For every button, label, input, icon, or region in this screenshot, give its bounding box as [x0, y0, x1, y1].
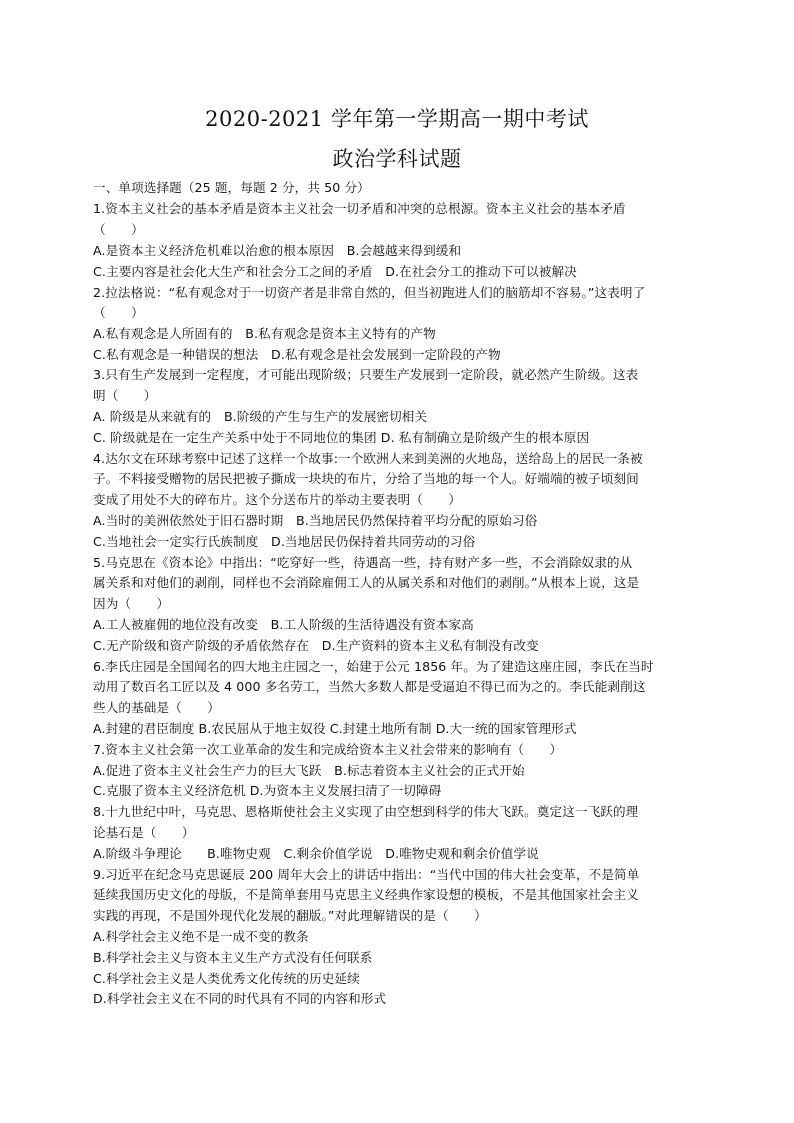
text-line: 明（ ）: [93, 388, 157, 403]
text-line: 子。不料接受赠物的居民把被子撕成一块块的布片，分给了当地的每一个人。好端端的被子顷刻间: [93, 471, 639, 486]
text-line: 5.马克思在《资本论》中指出：“吃穿好一些，待遇高一些，持有财产多一些，不会消除奴隶的从: [93, 555, 633, 570]
text-line: C.当地社会一定实行氏族制度 D.当地居民仍保持着共同劳动的习俗: [93, 534, 476, 549]
section-heading: 一、单项选择题（25 题，每题 2 分，共 50 分）: [93, 180, 370, 195]
text-line: 延续我国历史文化的母版，不是简单套用马克思主义经典作家设想的模板，不是其他国家社会主义: [93, 887, 639, 902]
text-line: （ ）: [93, 222, 144, 237]
text-line: C.科学社会主义是人类优秀文化传统的历史延续: [93, 971, 360, 986]
text-line: 1.资本主义社会的基本矛盾是资本主义社会一切矛盾和冲突的总根源。资本主义社会的基本矛盾: [93, 201, 626, 216]
text-line: 实践的再现，不是国外现代化发展的翻版。”对此理解错误的是（ ）: [93, 908, 487, 923]
text-line: 因为（ ）: [93, 596, 170, 611]
text-line: D.科学社会主义在不同的时代具有不同的内容和形式: [93, 991, 387, 1006]
exam-subject: 政治学科试题: [332, 147, 462, 171]
text-line: A.当时的美洲依然处于旧石器时期 B.当地居民仍然保持着平均分配的原始习俗: [93, 513, 538, 528]
text-line: 些人的基础是（ ）: [93, 700, 220, 715]
text-line: A.科学社会主义绝不是一成不变的教条: [93, 929, 309, 944]
text-line: 动用了数百名工匠以及 4 000 多名劳工，当然大多数人都是受逼迫不得已而为之的。李氏能剥削这: [93, 679, 646, 694]
text-line: C.主要内容是社会化大生产和社会分工之间的矛盾 D.在社会分工的推动下可以被解决: [93, 264, 577, 279]
text-line: C.无产阶级和资产阶级的矛盾依然存在 D.生产资料的资本主义私有制没有改变: [93, 638, 539, 653]
text-line: 8.十九世纪中叶，马克思、恩格斯使社会主义实现了由空想到科学的伟大飞跃。奠定这一飞跃的理: [93, 804, 639, 819]
text-line: C.克服了资本主义经济危机 D.为资本主义发展扫清了一切障碍: [93, 783, 442, 798]
text-line: 9.习近平在纪念马克思诞辰 200 周年大会上的讲话中指出：“当代中国的伟大社会变革，不是简单: [93, 867, 640, 882]
text-line: 7.资本主义社会第一次工业革命的发生和完成给资本主义社会带来的影响有（ ）: [93, 742, 563, 757]
text-line: A. 阶级是从来就有的 B.阶级的产生与生产的发展密切相关: [93, 409, 428, 424]
text-line: 3.只有生产发展到一定程度，才可能出现阶级；只要生产发展到一定阶段，就必然产生阶级。这表: [93, 367, 639, 382]
text-line: 变成了用处不大的碎布片。这个分送布片的举动主要表明（ ）: [93, 492, 462, 507]
text-line: A.工人被雇佣的地位没有改变 B.工人阶级的生活待遇没有资本家高: [93, 617, 474, 632]
text-line: B.科学社会主义与资本主义生产方式没有任何联系: [93, 950, 373, 965]
text-line: 4.达尔文在环球考察中记述了这样一个故事:一个欧洲人来到美洲的火地岛，送给岛上的居民一条被: [93, 451, 643, 466]
text-line: 6.李氏庄园是全国闻名的四大地主庄园之一，始建于公元 1856 年。为了建造这座庄园，李氏在当时: [93, 659, 654, 674]
text-line: 论基石是（ ）: [93, 825, 195, 840]
text-line: A.是资本主义经济危机难以治愈的根本原因 B.会越越来得到缓和: [93, 243, 462, 258]
text-line: 2.拉法格说：“私有观念对于一切资产者是非常自然的，但当初跑进人们的脑筋却不容易。”这表明了: [93, 285, 646, 300]
text-line: 属关系和对他们的剥削，同样也不会消除雇佣工人的从属关系和对他们的剥削。”从根本上说，这是: [93, 575, 640, 590]
text-line: A.阶级斗争理论 B.唯物史观 C.剩余价值学说 D.唯物史观和剩余价值学说: [93, 846, 539, 861]
text-line: C.私有观念是一种错误的想法 D.私有观念是社会发展到一定阶段的产物: [93, 347, 501, 362]
text-line: C. 阶级就是在一定生产关系中处于不同地位的集团 D. 私有制确立是阶级产生的根本原因: [93, 430, 590, 445]
exam-title: 2020-2021 学年第一学期高一期中考试: [205, 107, 589, 131]
text-line: A.促进了资本主义社会生产力的巨大飞跃 B.标志着资本主义社会的正式开始: [93, 763, 525, 778]
text-line: A.封建的君臣制度 B.农民屈从于地主奴役 C.封建土地所有制 D.大一统的国家管理形式: [93, 721, 577, 736]
text-line: A.私有观念是人所固有的 B.私有观念是资本主义特有的产物: [93, 326, 436, 341]
text-line: （ ）: [93, 305, 144, 320]
